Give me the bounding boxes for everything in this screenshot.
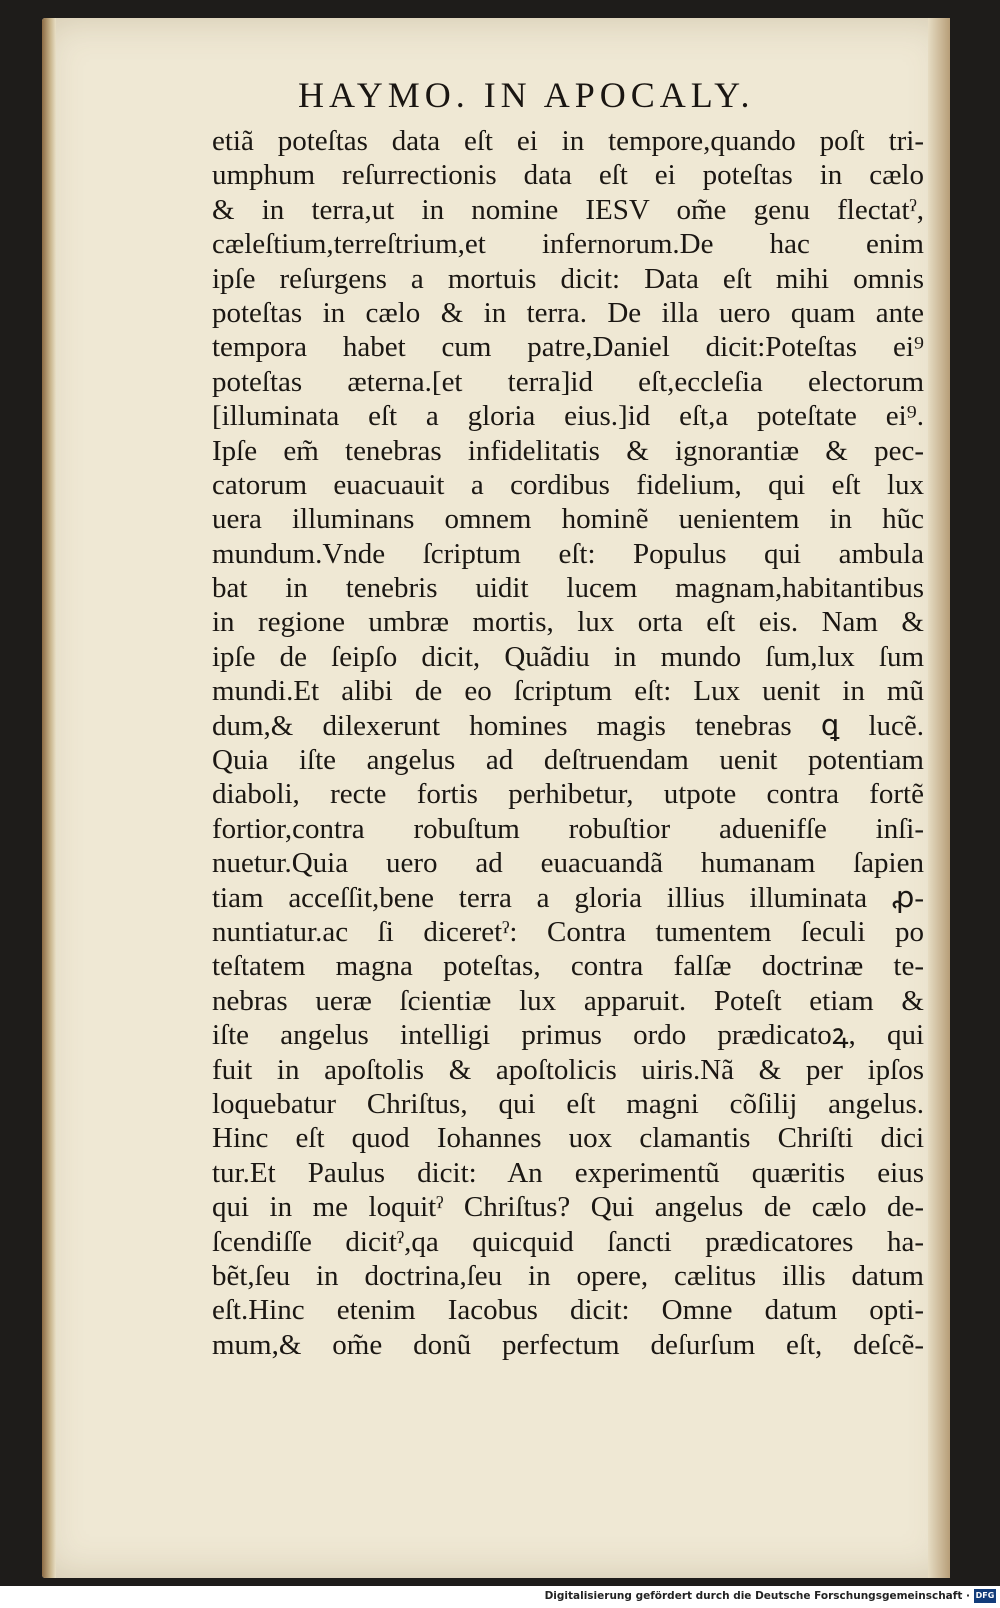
text-line: Ipſe em̃ tenebras infidelitatis & ignorantiæ & pec- [212,434,924,467]
text-line: qui in me loquitˀ Chriſtus? Qui angelus de cælo de- [212,1191,924,1224]
text-line: tiam acceſſit,bene terra a gloria illius illuminata ꝓ- [212,881,924,914]
footer-bar [0,1586,1000,1608]
text-line: tempora habet cum patre,Daniel dicit:Poteſtas ei⁹ [212,331,924,364]
text-line: Hinc eſt quod Iohannes uox clamantis Chriſti dici [212,1122,924,1155]
text-line: bat in tenebris uidit lucem magnam,habitantibus [212,572,924,605]
text-line: mum,& om̃e donũ perfectum deſurſum eſt, deſcẽ- [212,1328,924,1361]
page-outer-edge [928,18,950,1578]
text-line: dum,& dilexerunt homines magis tenebras ꝗ lucẽ. [212,709,924,742]
text-line: etiã poteſtas data eſt ei in tempore,quando poſt tri- [212,125,924,157]
text-line: ſcendiſſe dicitˀ,qa quicquid ſancti prædicatores ha- [212,1225,924,1258]
body-text [212,124,924,1362]
running-head: HAYMO. IN APOCALY. [298,75,755,115]
text-line: [illuminata eſt a gloria eius.]id eſt,a poteſtate ei⁹. [212,400,924,433]
text-line: iſte angelus intelligi primus ordo prædicatoꝝ, qui [212,1019,924,1052]
text-line: catorum euacuauit a cordibus fidelium, qui eſt lux [212,468,924,501]
text-line: loquebatur Chriſtus, qui eſt magni cõſilij angelus. [212,1087,924,1120]
text-line: mundum.Vnde ſcriptum eſt: Populus qui ambula [212,537,924,570]
text-line: tur.Et Paulus dicit: An experimentũ quæritis eius [212,1156,924,1189]
text-line: nebras ueræ ſcientiæ lux apparuit. Poteſt etiam & [212,984,924,1017]
page-gutter-edge [42,18,56,1578]
text-line: teſtatem magna poteſtas, contra falſæ doctrinæ te- [212,950,924,983]
text-line: fortior,contra robuſtum robuſtior aduenifſe inſi- [212,812,924,845]
text-line: in regione umbræ mortis, lux orta eſt eis. Nam & [212,606,924,639]
text-line: fuit in apoſtolis & apoſtolicis uiris.Nã & per ipſos [212,1053,924,1086]
text-line: eſt.Hinc etenim Iacobus dicit: Omne datum opti- [212,1294,924,1327]
text-line: Quia iſte angelus ad deſtruendam uenit potentiam [212,744,924,777]
text-line: ipſe de ſeipſo dicit, Quãdiu in mundo ſum,lux ſum [212,640,924,673]
text-line: umphum reſurrectionis data eſt ei poteſtas in cælo [212,159,924,192]
text-line: poteſtas in cælo & in terra. De illa uero quam ante [212,296,924,329]
text-line: poteſtas æterna.[et terra]id eſt,eccleſia electorum [212,365,924,398]
funding-credit: Digitalisierung gefördert durch die Deutsche Forschungsgemeinschaft · [544,1590,970,1602]
text-line: nuetur.Quia uero ad euacuandã humanam ſapien [212,847,924,880]
text-line: & in terra,ut in nomine IESV om̃e genu flectatˀ, [212,193,924,226]
text-line: mundi.Et alibi de eo ſcriptum eſt: Lux uenit in mũ [212,675,924,708]
text-line: nuntiatur.ac ſi diceretˀ: Contra tumentem ſeculi po [212,915,924,948]
text-line: uera illuminans omnem hominẽ uenientem in hũc [212,503,924,536]
text-line: diaboli, recte fortis perhibetur, utpote contra fortẽ [212,778,924,811]
text-line: ipſe reſurgens a mortuis dicit: Data eſt mihi omnis [212,262,924,295]
text-line: cæleſtium,terreſtrium,et infernorum.De hac enim [212,228,924,261]
dfg-logo: DFG [974,1589,996,1603]
text-line: bẽt,ſeu in doctrina,ſeu in opere, cælitus illis datum [212,1259,924,1292]
